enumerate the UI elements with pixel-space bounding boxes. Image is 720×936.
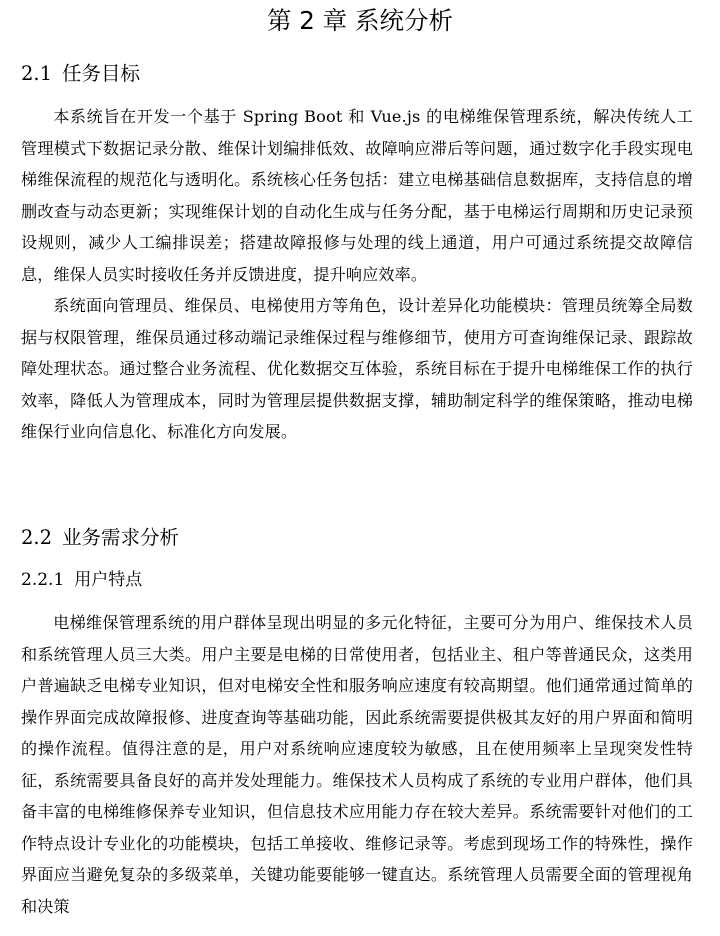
section-2-2-1-body [21, 607, 693, 922]
section-2-2-1-paragraph-1: 电梯维保管理系统的用户群体呈现出明显的多元化特征，主要可分为用户、维保技术人员和系统管理人员三大类。用户主要是电梯的日常使用者，包括业主、租户等普通民众，这类用户普遍缺乏电梯专业知识，但对电梯安全性和服务响应速度有较高期望。他们通常通过简单的操作界面完成故障报修、进度查询等基础功能，因此系统需要提供极其友好的用户界面和简明的操作流程。值得注意的是，用户对系统响应速度较为敏感，且在使用频率上呈现突发性特征，系统需要具备良好的高并发处理能力。维保技术人员构成了系统的专业用户群体，他们具备丰富的电梯维修保养专业知识，但信息技术应用能力存在较大差异。系统需要针对他们的工作特点设计专业化的功能模块，包括工单接收、维修记录等。考虑到现场工作的特殊性，操作界面应当避免复杂的多级菜单，关键功能要能够一键直达。系统管理人员需要全面的管理视角和决策 [21, 613, 693, 916]
section-2-1-title: 任务目标 [62, 62, 141, 85]
section-2-2-number: 2.2 [21, 526, 53, 549]
section-2-1-heading [21, 60, 140, 88]
section-2-2-title: 业务需求分析 [62, 526, 180, 549]
section-2-1-body [21, 101, 693, 448]
section-2-2-1-heading [21, 567, 142, 593]
section-2-1-paragraph-2: 系统面向管理员、维保员、电梯使用方等角色，设计差异化功能模块：管理员统筹全局数据与权限管理，维保员通过移动端记录维保过程与维修细节，使用方可查询维保记录、跟踪故障处理状态。通过整合业务流程、优化数据交互体验，系统目标在于提升电梯维保工作的执行效率，降低人为管理成本，同时为管理层提供数据支撑，辅助制定科学的维保策略，推动电梯维保行业向信息化、标准化方向发展。 [21, 296, 693, 441]
section-2-2-1-number: 2.2.1 [21, 570, 65, 590]
section-2-2-1-title: 用户特点 [74, 570, 143, 590]
section-2-1-paragraph-1: 本系统旨在开发一个基于 Spring Boot 和 Vue.js 的电梯维保管理系统，解决传统人工管理模式下数据记录分散、维保计划编排低效、故障响应滞后等问题，通过数字化手段实现电梯维保流程的规范化与透明化。系统核心任务包括：建立电梯基础信息数据库，支持信息的增删改查与动态更新；实现维保计划的自动化生成与任务分配，基于电梯运行周期和历史记录预设规则，减少人工编排误差；搭建故障报修与处理的线上通道，用户可通过系统提交故障信息，维保人员实时接收任务并反馈进度，提升响应效率。 [21, 107, 693, 284]
section-2-2-heading [21, 524, 179, 552]
chapter-title: 第 2 章 系统分析 [267, 6, 453, 35]
section-2-1-number: 2.1 [21, 62, 53, 85]
